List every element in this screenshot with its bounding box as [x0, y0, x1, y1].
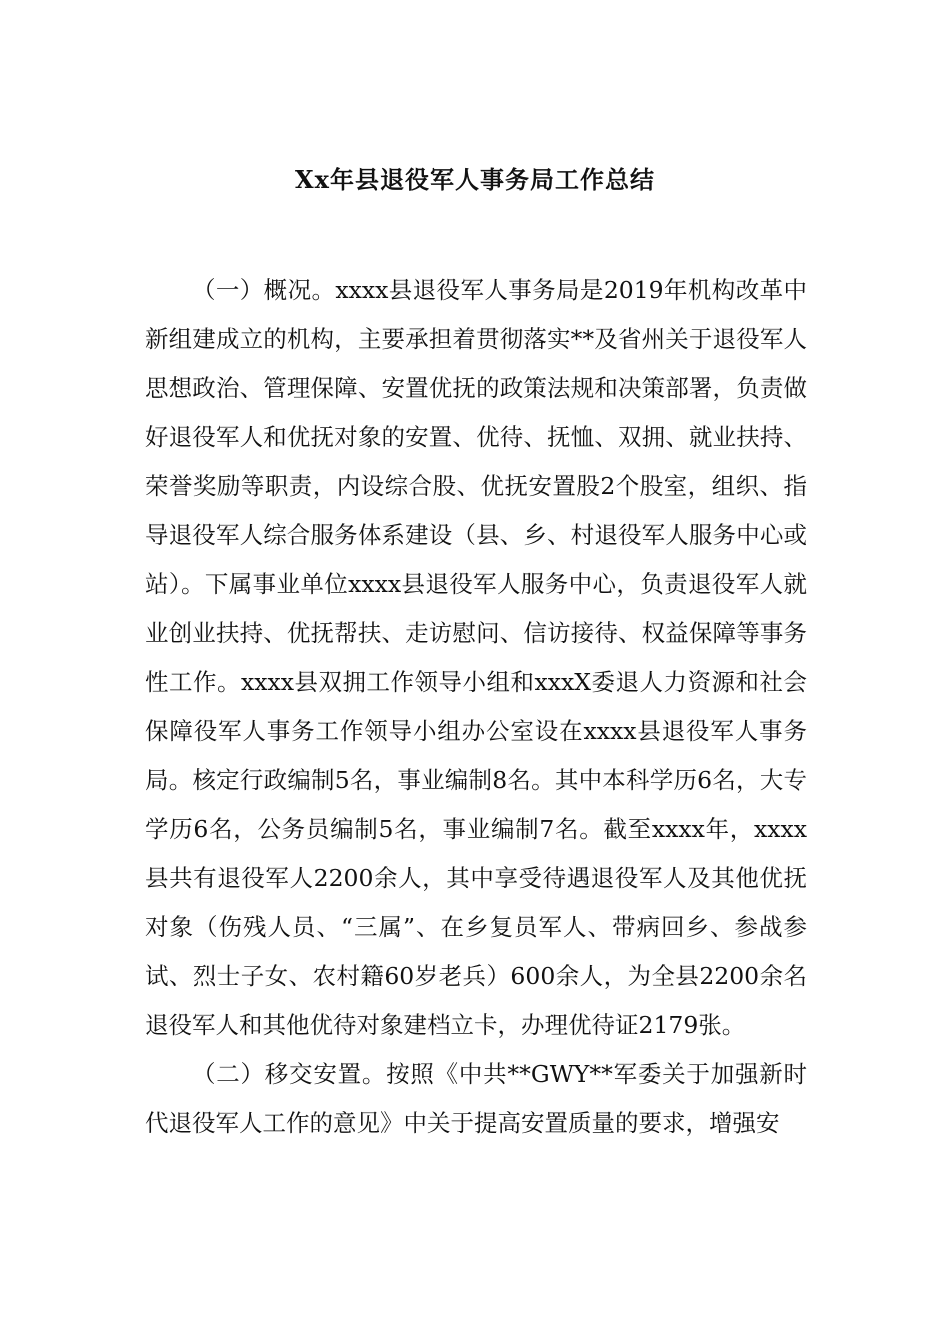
- paragraph-transfer-placement: （二）移交安置。按照《中共**GWY**军委关于加强新时代退役军人工作的意见》中关于提高安置质量的要求，增强安: [145, 1060, 807, 1137]
- document-body: [145, 266, 807, 1148]
- document-title: Xx年县退役军人事务局工作总结: [295, 165, 655, 194]
- paragraph-overview: （一）概况。xxxx县退役军人事务局是2019年机构改革中新组建成立的机构，主要承担着贯彻落实**及省州关于退役军人思想政治、管理保障、安置优抚的政策法规和决策部署，负责做好退役军人和优抚对象的安置、优待、抚恤、双拥、就业扶持、荣誉奖励等职责，内设综合股、优抚安置股2个股室，组织、指导退役军人综合服务体系建设（县、乡、村退役军人服务中心或站）。下属事业单位xxxx县退役军人服务中心，负责退役军人就业创业扶持、优抚帮扶、走访慰问、信访接待、权益保障等事务性工作。xxxx县双拥工作领导小组和xxxX委退人力资源和社会保障役军人事务工作领导小组办公室设在xxxx县退役军人事务局。核定行政编制5名，事业编制8名。其中本科学历6名，大专学历6名，公务员编制5名，事业编制7名。截至xxxx年，xxxx县共有退役军人2200余人，其中享受待遇退役军人及其他优抚对象（伤残人员、“三属”、在乡复员军人、带病回乡、参战参试、烈士子女、农村籍60岁老兵）600余人，为全县2200余名退役军人和其他优待对象建档立卡，办理优待证2179张。: [145, 276, 807, 1039]
